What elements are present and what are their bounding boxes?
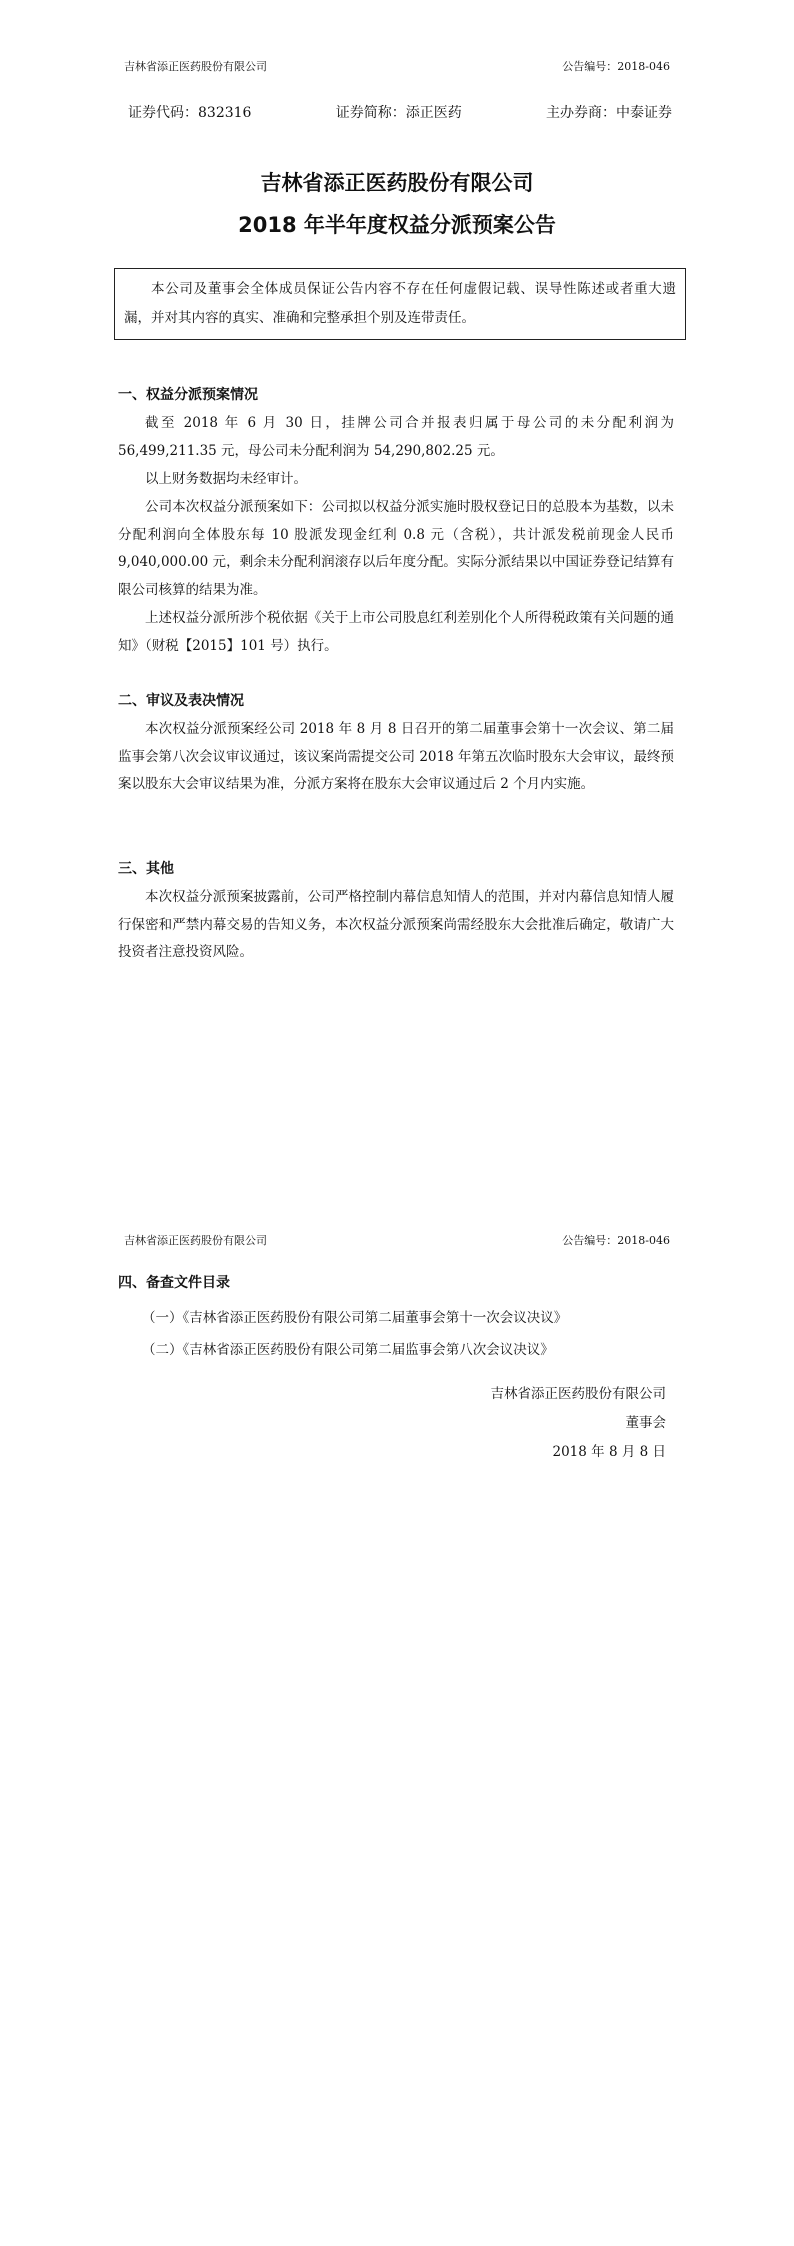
securities-short-name: 证券简称：添正医药	[335, 105, 462, 121]
securities-code: 证券代码：832316	[128, 105, 252, 121]
header-company-name: 吉林省添正医药股份有限公司	[124, 1234, 267, 1247]
section-2-paragraph-1: 本次权益分派预案经公司 2018 年 8 月 8 日召开的第二届董事会第十一次会议、第二届监事会第八次会议审议通过，该议案尚需提交公司 2018 年第五次临时股东大会审议，最终预案以股东大会审议结果为准，分派方案将在股东大会审议通过后 2 个月内实施。	[118, 721, 674, 792]
section-3-heading: 三、其他	[118, 861, 174, 877]
document-title-announcement: 2018 年半年度权益分派预案公告	[238, 213, 556, 237]
section-1-paragraph-3: 公司本次权益分派预案如下：公司拟以权益分派实施时股权登记日的总股本为基数，以未分配利润向全体股东每 10 股派发现金红利 0.8 元（含税），共计派发税前现金人民币 9,040,000.00 元，剩余未分配利润滚存以后年度分配。实际分派结果以中国证券登记结算有限公司核算的结果为准。	[118, 499, 674, 598]
document-title-company: 吉林省添正医药股份有限公司	[260, 171, 534, 195]
signature-company: 吉林省添正医药股份有限公司	[490, 1386, 666, 1402]
section-1-paragraph-1: 截至 2018 年 6 月 30 日，挂牌公司合并报表归属于母公司的未分配利润为 56,499,211.35 元，母公司未分配利润为 54,290,802.25 元。	[118, 415, 674, 459]
running-header	[124, 58, 670, 74]
section-1-heading: 一、权益分派预案情况	[118, 387, 258, 403]
attachment-item-2: （二）《吉林省添正医药股份有限公司第二届监事会第八次会议决议》	[142, 1342, 554, 1358]
section-4-heading: 四、备查文件目录	[118, 1275, 230, 1291]
securities-info	[128, 102, 672, 122]
attachment-item-1: （一）《吉林省添正医药股份有限公司第二届董事会第十一次会议决议》	[142, 1310, 568, 1326]
header-announcement-number: 公告编号：2018-046	[562, 60, 670, 73]
section-3-paragraph-1: 本次权益分派预案披露前，公司严格控制内幕信息知情人的范围，并对内幕信息知情人履行保密和严禁内幕交易的告知义务，本次权益分派预案尚需经股东大会批准后确定，敬请广大投资者注意投资风险。	[118, 889, 674, 960]
page-2	[0, 1190, 794, 2246]
section-2-heading: 二、审议及表决情况	[118, 693, 244, 709]
sponsor-broker: 主办券商：中泰证券	[545, 105, 672, 121]
running-header	[124, 1232, 670, 1248]
header-announcement-number: 公告编号：2018-046	[562, 1234, 670, 1247]
disclaimer-box: 本公司及董事会全体成员保证公告内容不存在任何虚假记载、误导性陈述或者重大遗漏，并对其内容的真实、准确和完整承担个别及连带责任。	[114, 268, 686, 340]
header-company-name: 吉林省添正医药股份有限公司	[124, 60, 267, 73]
signature-date: 2018 年 8 月 8 日	[552, 1444, 666, 1460]
signature-board: 董事会	[625, 1415, 666, 1431]
section-1-paragraph-2: 以上财务数据均未经审计。	[145, 471, 307, 487]
section-1-paragraph-4: 上述权益分派所涉个税依据《关于上市公司股息红利差别化个人所得税政策有关问题的通知》（财税【2015】101 号）执行。	[118, 610, 674, 654]
